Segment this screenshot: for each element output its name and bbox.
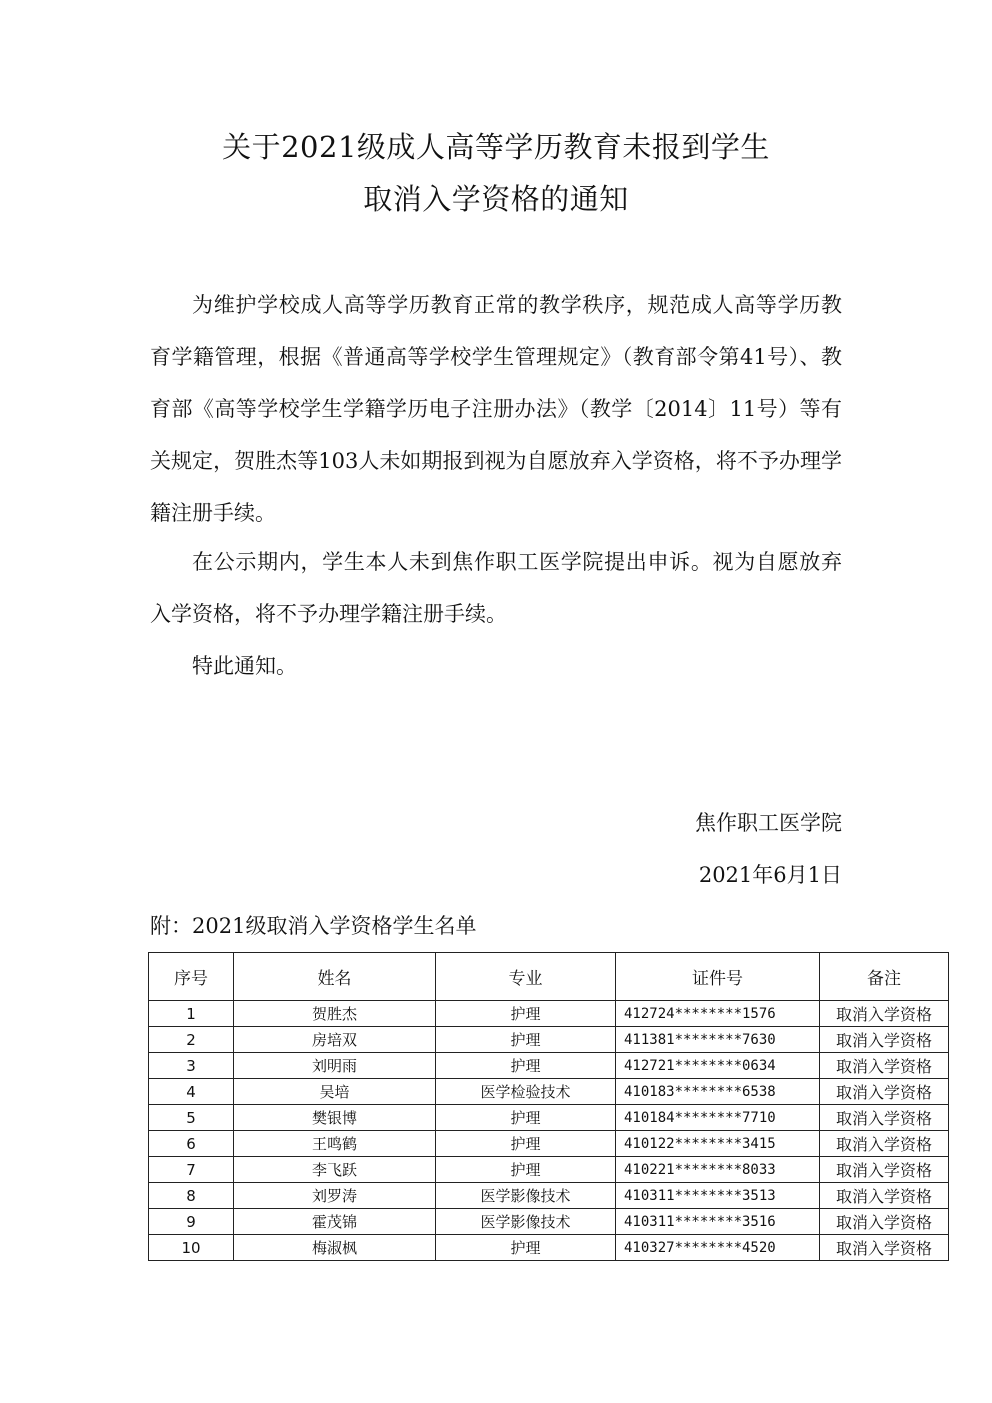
table-row xyxy=(149,1053,949,1079)
cell-name: 刘明雨 xyxy=(234,1053,436,1079)
cell-major: 护理 xyxy=(436,1027,616,1053)
cell-major: 护理 xyxy=(436,1131,616,1157)
cell-id-number: 410221********8033 xyxy=(616,1157,820,1183)
cell-name: 刘罗涛 xyxy=(234,1183,436,1209)
header-remark: 备注 xyxy=(820,953,949,1001)
attachment-title: 附：2021级取消入学资格学生名单 xyxy=(150,914,477,938)
cell-index: 3 xyxy=(149,1053,234,1079)
signature-organization: 焦作职工医学院 xyxy=(695,811,842,835)
cell-id-number: 412724********1576 xyxy=(616,1001,820,1027)
table-row xyxy=(149,1131,949,1157)
cell-index: 6 xyxy=(149,1131,234,1157)
document-title-line2: 取消入学资格的通知 xyxy=(363,182,629,216)
cell-remark: 取消入学资格 xyxy=(820,1053,949,1079)
document-title-line1: 关于2021级成人高等学历教育未报到学生 xyxy=(222,130,770,164)
cell-major: 护理 xyxy=(436,1235,616,1261)
cell-remark: 取消入学资格 xyxy=(820,1183,949,1209)
table-row xyxy=(149,1027,949,1053)
header-index: 序号 xyxy=(149,953,234,1001)
cell-major: 护理 xyxy=(436,1001,616,1027)
cell-index: 8 xyxy=(149,1183,234,1209)
cell-name: 樊银博 xyxy=(234,1105,436,1131)
cell-index: 1 xyxy=(149,1001,234,1027)
table-row xyxy=(149,1079,949,1105)
cell-name: 王鸣鹤 xyxy=(234,1131,436,1157)
cell-name: 霍茂锦 xyxy=(234,1209,436,1235)
cell-remark: 取消入学资格 xyxy=(820,1001,949,1027)
body-paragraph: 在公示期内，学生本人未到焦作职工医学院提出申诉。视为自愿放弃入学资格，将不予办理学籍注册手续。 xyxy=(150,550,842,626)
body-paragraph: 为维护学校成人高等学历教育正常的教学秩序，规范成人高等学历教育学籍管理，根据《普通高等学校学生管理规定》（教育部令第41号）、教育部《高等学校学生学籍学历电子注册办法》（教学〔2014〕11号）等有关规定，贺胜杰等103人未如期报到视为自愿放弃入学资格，将不予办理学籍注册手续。 xyxy=(150,293,842,525)
table-header-row xyxy=(149,953,949,1001)
cell-major: 医学检验技术 xyxy=(436,1079,616,1105)
cell-remark: 取消入学资格 xyxy=(820,1105,949,1131)
table-row xyxy=(149,1183,949,1209)
header-id-number: 证件号 xyxy=(616,953,820,1001)
cell-index: 10 xyxy=(149,1235,234,1261)
cell-index: 7 xyxy=(149,1157,234,1183)
student-roster-table xyxy=(148,952,949,1261)
signature-date: 2021年6月1日 xyxy=(698,863,842,887)
cell-name: 吴培 xyxy=(234,1079,436,1105)
cell-remark: 取消入学资格 xyxy=(820,1235,949,1261)
cell-id-number: 411381********7630 xyxy=(616,1027,820,1053)
cell-remark: 取消入学资格 xyxy=(820,1131,949,1157)
cell-major: 护理 xyxy=(436,1053,616,1079)
cell-id-number: 410183********6538 xyxy=(616,1079,820,1105)
cell-name: 梅淑枫 xyxy=(234,1235,436,1261)
cell-major: 护理 xyxy=(436,1157,616,1183)
cell-remark: 取消入学资格 xyxy=(820,1027,949,1053)
cell-id-number: 410122********3415 xyxy=(616,1131,820,1157)
cell-index: 4 xyxy=(149,1079,234,1105)
cell-major: 护理 xyxy=(436,1105,616,1131)
cell-id-number: 410311********3516 xyxy=(616,1209,820,1235)
cell-id-number: 410327********4520 xyxy=(616,1235,820,1261)
cell-remark: 取消入学资格 xyxy=(820,1157,949,1183)
cell-id-number: 410184********7710 xyxy=(616,1105,820,1131)
cell-major: 医学影像技术 xyxy=(436,1183,616,1209)
cell-name: 贺胜杰 xyxy=(234,1001,436,1027)
header-major: 专业 xyxy=(436,953,616,1001)
header-name: 姓名 xyxy=(234,953,436,1001)
table-row xyxy=(149,1209,949,1235)
table-row xyxy=(149,1105,949,1131)
closing-paragraph: 特此通知。 xyxy=(192,654,297,678)
table-row xyxy=(149,1157,949,1183)
cell-id-number: 412721********0634 xyxy=(616,1053,820,1079)
cell-name: 李飞跃 xyxy=(234,1157,436,1183)
cell-name: 房培双 xyxy=(234,1027,436,1053)
cell-remark: 取消入学资格 xyxy=(820,1079,949,1105)
cell-id-number: 410311********3513 xyxy=(616,1183,820,1209)
cell-major: 医学影像技术 xyxy=(436,1209,616,1235)
cell-index: 2 xyxy=(149,1027,234,1053)
cell-remark: 取消入学资格 xyxy=(820,1209,949,1235)
table-row xyxy=(149,1001,949,1027)
cell-index: 9 xyxy=(149,1209,234,1235)
table-row xyxy=(149,1235,949,1261)
cell-index: 5 xyxy=(149,1105,234,1131)
